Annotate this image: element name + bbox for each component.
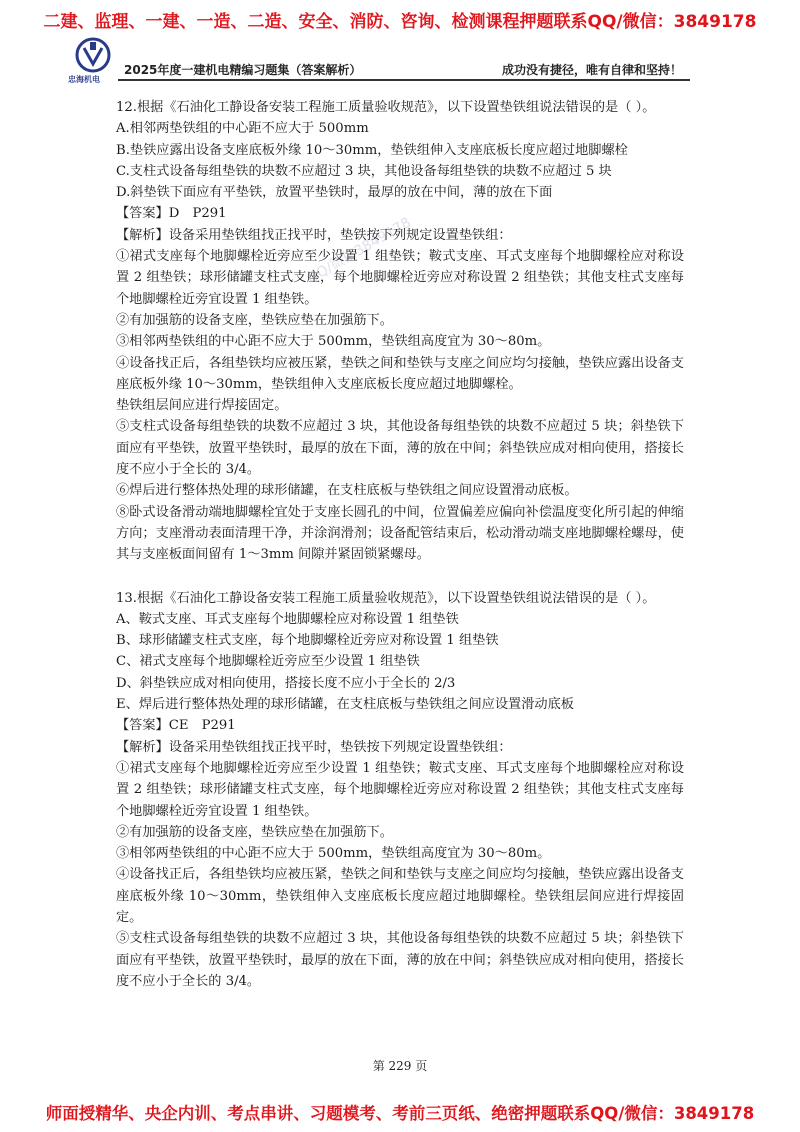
option-c: C、裙式支座每个地脚螺栓近旁应至少设置 1 组垫铁 [116, 654, 420, 670]
answer-line: 【答案】D P291 [116, 206, 227, 222]
header-motto: 成功没有捷径，唯有自律和坚持！ [501, 63, 682, 77]
question-block [116, 97, 684, 566]
page-header [0, 34, 800, 82]
question-block [116, 588, 684, 993]
analysis-intro: 【解析】设备采用垫铁组找正找平时，垫铁按下列规定设置垫铁组： [116, 227, 512, 243]
analysis-item: ④设备找正后，各组垫铁均应被压紧，垫铁之间和垫铁与支座之间应均匀接触，垫铁应露出设备支座底板外缘 10～30mm，垫铁组伸入支座底板长度应超过地脚螺栓。垫铁组层间应进行焊接固定。 [116, 867, 684, 925]
option-a: A、鞍式支座、耳式支座每个地脚螺栓应对称设置 1 组垫铁 [116, 611, 459, 627]
logo-text: 忠海机电 [68, 75, 100, 84]
analysis-item: ④设备找正后，各组垫铁均应被压紧，垫铁之间和垫铁与支座之间应均匀接触，垫铁应露出设备支座底板外缘 10～30mm，垫铁组伸入支座底板长度应超过地脚螺栓。 [116, 355, 684, 392]
page-number: 第 229 页 [372, 1059, 428, 1073]
analysis-item: ⑧卧式设备滑动端地脚螺栓宜处于支座长圆孔的中间，位置偏差应偏向补偿温度变化所引起的伸缩方向；支座滑动表面清理干净，并涂润滑剂；设备配管结束后，松动滑动端支座地脚螺栓螺母，使其与支座板面间留有 1～3mm 间隙并紧固锁紧螺母。 [116, 504, 684, 563]
option-a: A.相邻两垫铁组的中心距不应大于 500mm [116, 121, 369, 137]
bottom-promo-banner: 师面授精华、央企内训、考点串讲、习题模考、考前三页纸、绝密押题联系QQ/微信：3849178 [45, 1104, 755, 1123]
analysis-item: ⑤支柱式设备每组垫铁的块数不应超过 3 块，其他设备每组垫铁的块数不应超过 5 块；斜垫铁下面应有平垫铁，放置平垫铁时，最厚的放在下面，薄的放在中间；斜垫铁应成对相向使用，搭接长度不应小于全长的 3/4。 [116, 419, 684, 478]
option-e: E、焊后进行整体热处理的球形储罐，在支柱底板与垫铁组之间应设置滑动底板 [116, 697, 574, 713]
option-c: C.支柱式设备每组垫铁的块数不应超过 3 块，其他设备每组垫铁的块数不应超过 5 块 [116, 163, 612, 179]
question-stem: 13.根据《石油化工静设备安装工程施工质量验收规范》，以下设置垫铁组说法错误的是（ ）。 [116, 590, 656, 606]
analysis-intro: 【解析】设备采用垫铁组找正找平时，垫铁按下列规定设置垫铁组： [116, 739, 512, 755]
analysis-item: ③相邻两垫铁组的中心距不应大于 500mm，垫铁组高度宜为 30～80m。 [116, 846, 551, 862]
watermark-text: QQ/微信3849178 [304, 214, 414, 288]
answer-line: 【答案】CE P291 [116, 718, 236, 734]
question-content [116, 97, 684, 992]
analysis-item: ①裙式支座每个地脚螺栓近旁应至少设置 1 组垫铁；鞍式支座、耳式支座每个地脚螺栓应对称设置 2 组垫铁；球形储罐支柱式支座，每个地脚螺栓近旁应对称设置 2 组垫铁；其他支柱式支座每个地脚螺栓近旁宜设置 1 组垫铁。 [116, 760, 684, 819]
option-b: B、球形储罐支柱式支座，每个地脚螺栓近旁应对称设置 1 组垫铁 [116, 633, 499, 649]
option-d: D、斜垫铁应成对相向使用，搭接长度不应小于全长的 2/3 [116, 675, 456, 691]
analysis-item: ①裙式支座每个地脚螺栓近旁应至少设置 1 组垫铁；鞍式支座、耳式支座每个地脚螺栓应对称设置 2 组垫铁；球形储罐支柱式支座，每个地脚螺栓近旁应对称设置 2 组垫铁；其他支柱式支座每个地脚螺栓近旁宜设置 1 组垫铁。 [116, 249, 684, 307]
top-promo-banner: 二建、监理、一建、一造、二造、安全、消防、咨询、检测课程押题联系QQ/微信：3849178 [43, 12, 757, 32]
question-spacer [116, 566, 684, 588]
book-title: 2025年度一建机电精编习题集（答案解析） [124, 63, 362, 77]
header-divider [118, 79, 690, 81]
option-d: D.斜垫铁下面应有平垫铁，放置平垫铁时，最厚的放在中间，薄的放在下面 [116, 185, 553, 201]
question-stem: 12.根据《石油化工静设备安装工程施工质量验收规范》，以下设置垫铁组说法错误的是（ ）。 [116, 100, 656, 115]
analysis-item: ②有加强筋的设备支座，垫铁应垫在加强筋下。 [116, 824, 393, 840]
analysis-item: ③相邻两垫铁组的中心距不应大于 500mm，垫铁组高度宜为 30～80m。 [116, 334, 551, 350]
analysis-item: 垫铁组层间应进行焊接固定。 [116, 398, 288, 414]
analysis-item: ⑥焊后进行整体热处理的球形储罐，在支柱底板与垫铁组之间应设置滑动底板。 [116, 483, 578, 499]
analysis-item: ②有加强筋的设备支座，垫铁应垫在加强筋下。 [116, 312, 393, 328]
option-b: B.垫铁应露出设备支座底板外缘 10～30mm，垫铁组伸入支座底板长度应超过地脚螺栓 [116, 142, 628, 158]
analysis-item: ⑤支柱式设备每组垫铁的块数不应超过 3 块，其他设备每组垫铁的块数不应超过 5 块；斜垫铁下面应有平垫铁，放置平垫铁时，最厚的放在下面，薄的放在中间；斜垫铁应成对相向使用，搭接长度不应小于全长的 3/4。 [116, 931, 684, 989]
